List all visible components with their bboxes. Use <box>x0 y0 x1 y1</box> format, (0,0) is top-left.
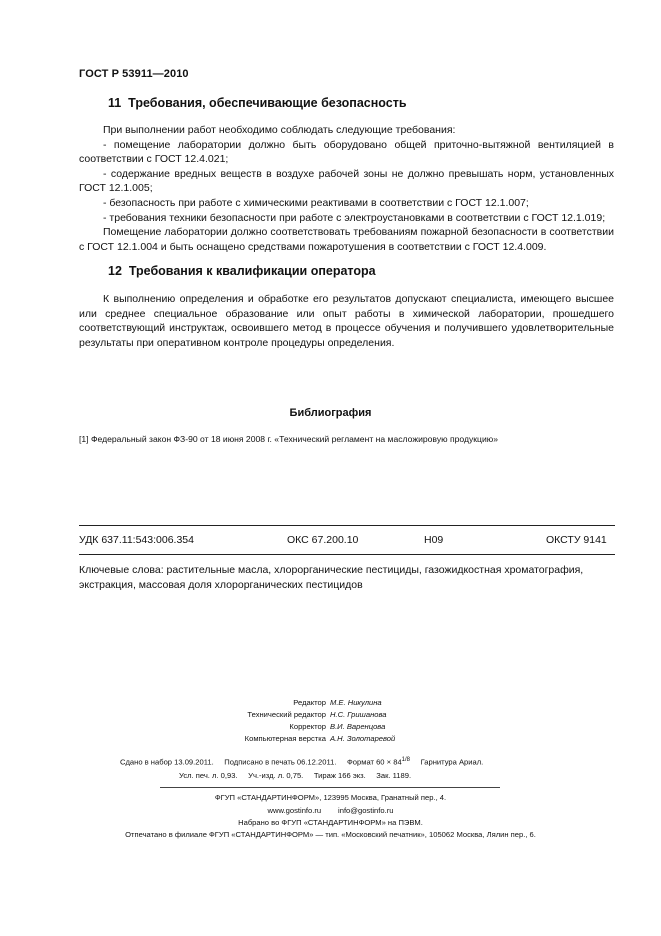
imprint-divider <box>160 787 500 788</box>
divider-bottom <box>79 554 615 555</box>
tech-editor-name: Н.С. Гришанова <box>330 710 387 719</box>
standard-number: ГОСТ Р 53911—2010 <box>79 68 189 80</box>
okstu-code: ОКСТУ 9141 <box>546 534 607 546</box>
publisher-address: ФГУП «СТАНДАРТИНФОРМ», 123995 Москва, Гранатный пер., 4. <box>214 793 447 802</box>
section-11-fire-safety: Помещение лаборатории должно соответствовать требованиям пожарной безопасности в соответствии с ГОСТ 12.1.004 и быть оснащено средствами пожаротушения в соответствии с ГОСТ 12.4.009. <box>79 226 614 253</box>
typeset-note: Набрано во ФГУП «СТАНДАРТИНФОРМ» на ПЭВМ. <box>238 818 423 827</box>
printed-note: Отпечатано в филиале ФГУП «СТАНДАРТИНФОРМ» — тип. «Московский печатник», 105062 Москва, Лялин пер., 6. <box>125 830 536 839</box>
typeface: Гарнитура Ариал. <box>420 757 484 767</box>
print-run: Тираж 166 экз. <box>313 771 366 780</box>
bibliography-item: [1] Федеральный закон ФЗ-90 от 18 июня 2008 г. «Технический регламент на масложировую продукцию» <box>79 434 498 444</box>
section-11-heading <box>108 96 407 110</box>
print-info-line-2 <box>179 771 411 780</box>
divider-top <box>79 525 615 526</box>
list-item: - безопасность при работе с химическими реактивами в соответствии с ГОСТ 12.1.007; <box>103 196 529 209</box>
editor-role: Редактор <box>293 698 326 707</box>
keywords: Ключевые слова: растительные масла, хлорорганические пестициды, газожидкостная хроматография, экстракция, массовая доля хлорорганических пестицидов <box>79 564 584 591</box>
list-item: - требования техники безопасности при работе с электроустановками в соответствии с ГОСТ 12.1.019; <box>103 211 606 224</box>
publisher-sheets: Уч.-изд. л. 0,75. <box>248 771 304 780</box>
section-12-body <box>79 292 614 350</box>
sign-date: Подписано в печать 06.12.2011. <box>224 757 337 767</box>
layout-role: Компьютерная верстка <box>244 734 326 743</box>
tech-editor-role: Технический редактор <box>247 710 326 719</box>
corrector-role: Корректор <box>289 722 326 731</box>
print-info-line-1 <box>120 757 483 767</box>
publisher-site-link[interactable]: www.gostinfo.ru <box>267 806 322 815</box>
section-11-number: 11 <box>108 96 122 110</box>
publisher-contacts <box>0 806 661 815</box>
corrector-name: В.И. Варенцова <box>330 722 386 731</box>
oks-code: ОКС 67.200.10 <box>287 534 359 546</box>
section-11-body <box>79 123 614 254</box>
section-11-title: Требования, обеспечивающие безопасность <box>128 96 407 110</box>
typeset-date: Сдано в набор 13.09.2011. <box>120 757 214 767</box>
list-item: - содержание вредных веществ в воздухе рабочей зоны не должно превышать норм, установленных ГОСТ 12.1.005; <box>79 167 614 195</box>
editor-name: М.Е. Никулина <box>330 698 382 707</box>
section-12-paragraph: К выполнению определения и обработке его результатов допускают специалиста, имеющего высшее или среднее специальное образование или опыт работы в химической лаборатории, прошедшего соответствующий инструктаж, освоившего метод в процессе обучения и получившего удовлетворительные результаты при оперативном контроле процедуры определения. <box>79 293 614 349</box>
section-11-intro: При выполнении работ необходимо соблюдать следующие требования: <box>103 124 456 136</box>
format-fraction: 1/8 <box>401 757 411 763</box>
print-sheets: Усл. печ. л. 0,93. <box>179 771 238 780</box>
format-value: 84 <box>393 757 402 767</box>
section-12-heading <box>108 264 376 278</box>
format-label: Формат 60 <box>347 757 385 767</box>
order-number: Зак. 1189. <box>376 771 412 780</box>
list-item: - помещение лаборатории должно быть оборудовано общей приточно-вытяжной вентиляцией в соответствии с ГОСТ 12.4.021; <box>79 138 614 166</box>
bibliography-title: Библиография <box>289 407 372 419</box>
layout-name: А.Н. Золотаревой <box>330 734 396 743</box>
group-code: Н09 <box>424 534 444 546</box>
format-times: × <box>386 757 392 767</box>
section-12-number: 12 <box>108 264 122 278</box>
udk-code: УДК 637.11:543:006.354 <box>79 534 194 546</box>
publisher-email-link[interactable]: info@gostinfo.ru <box>338 806 394 815</box>
section-12-title: Требования к квалификации оператора <box>128 264 376 278</box>
